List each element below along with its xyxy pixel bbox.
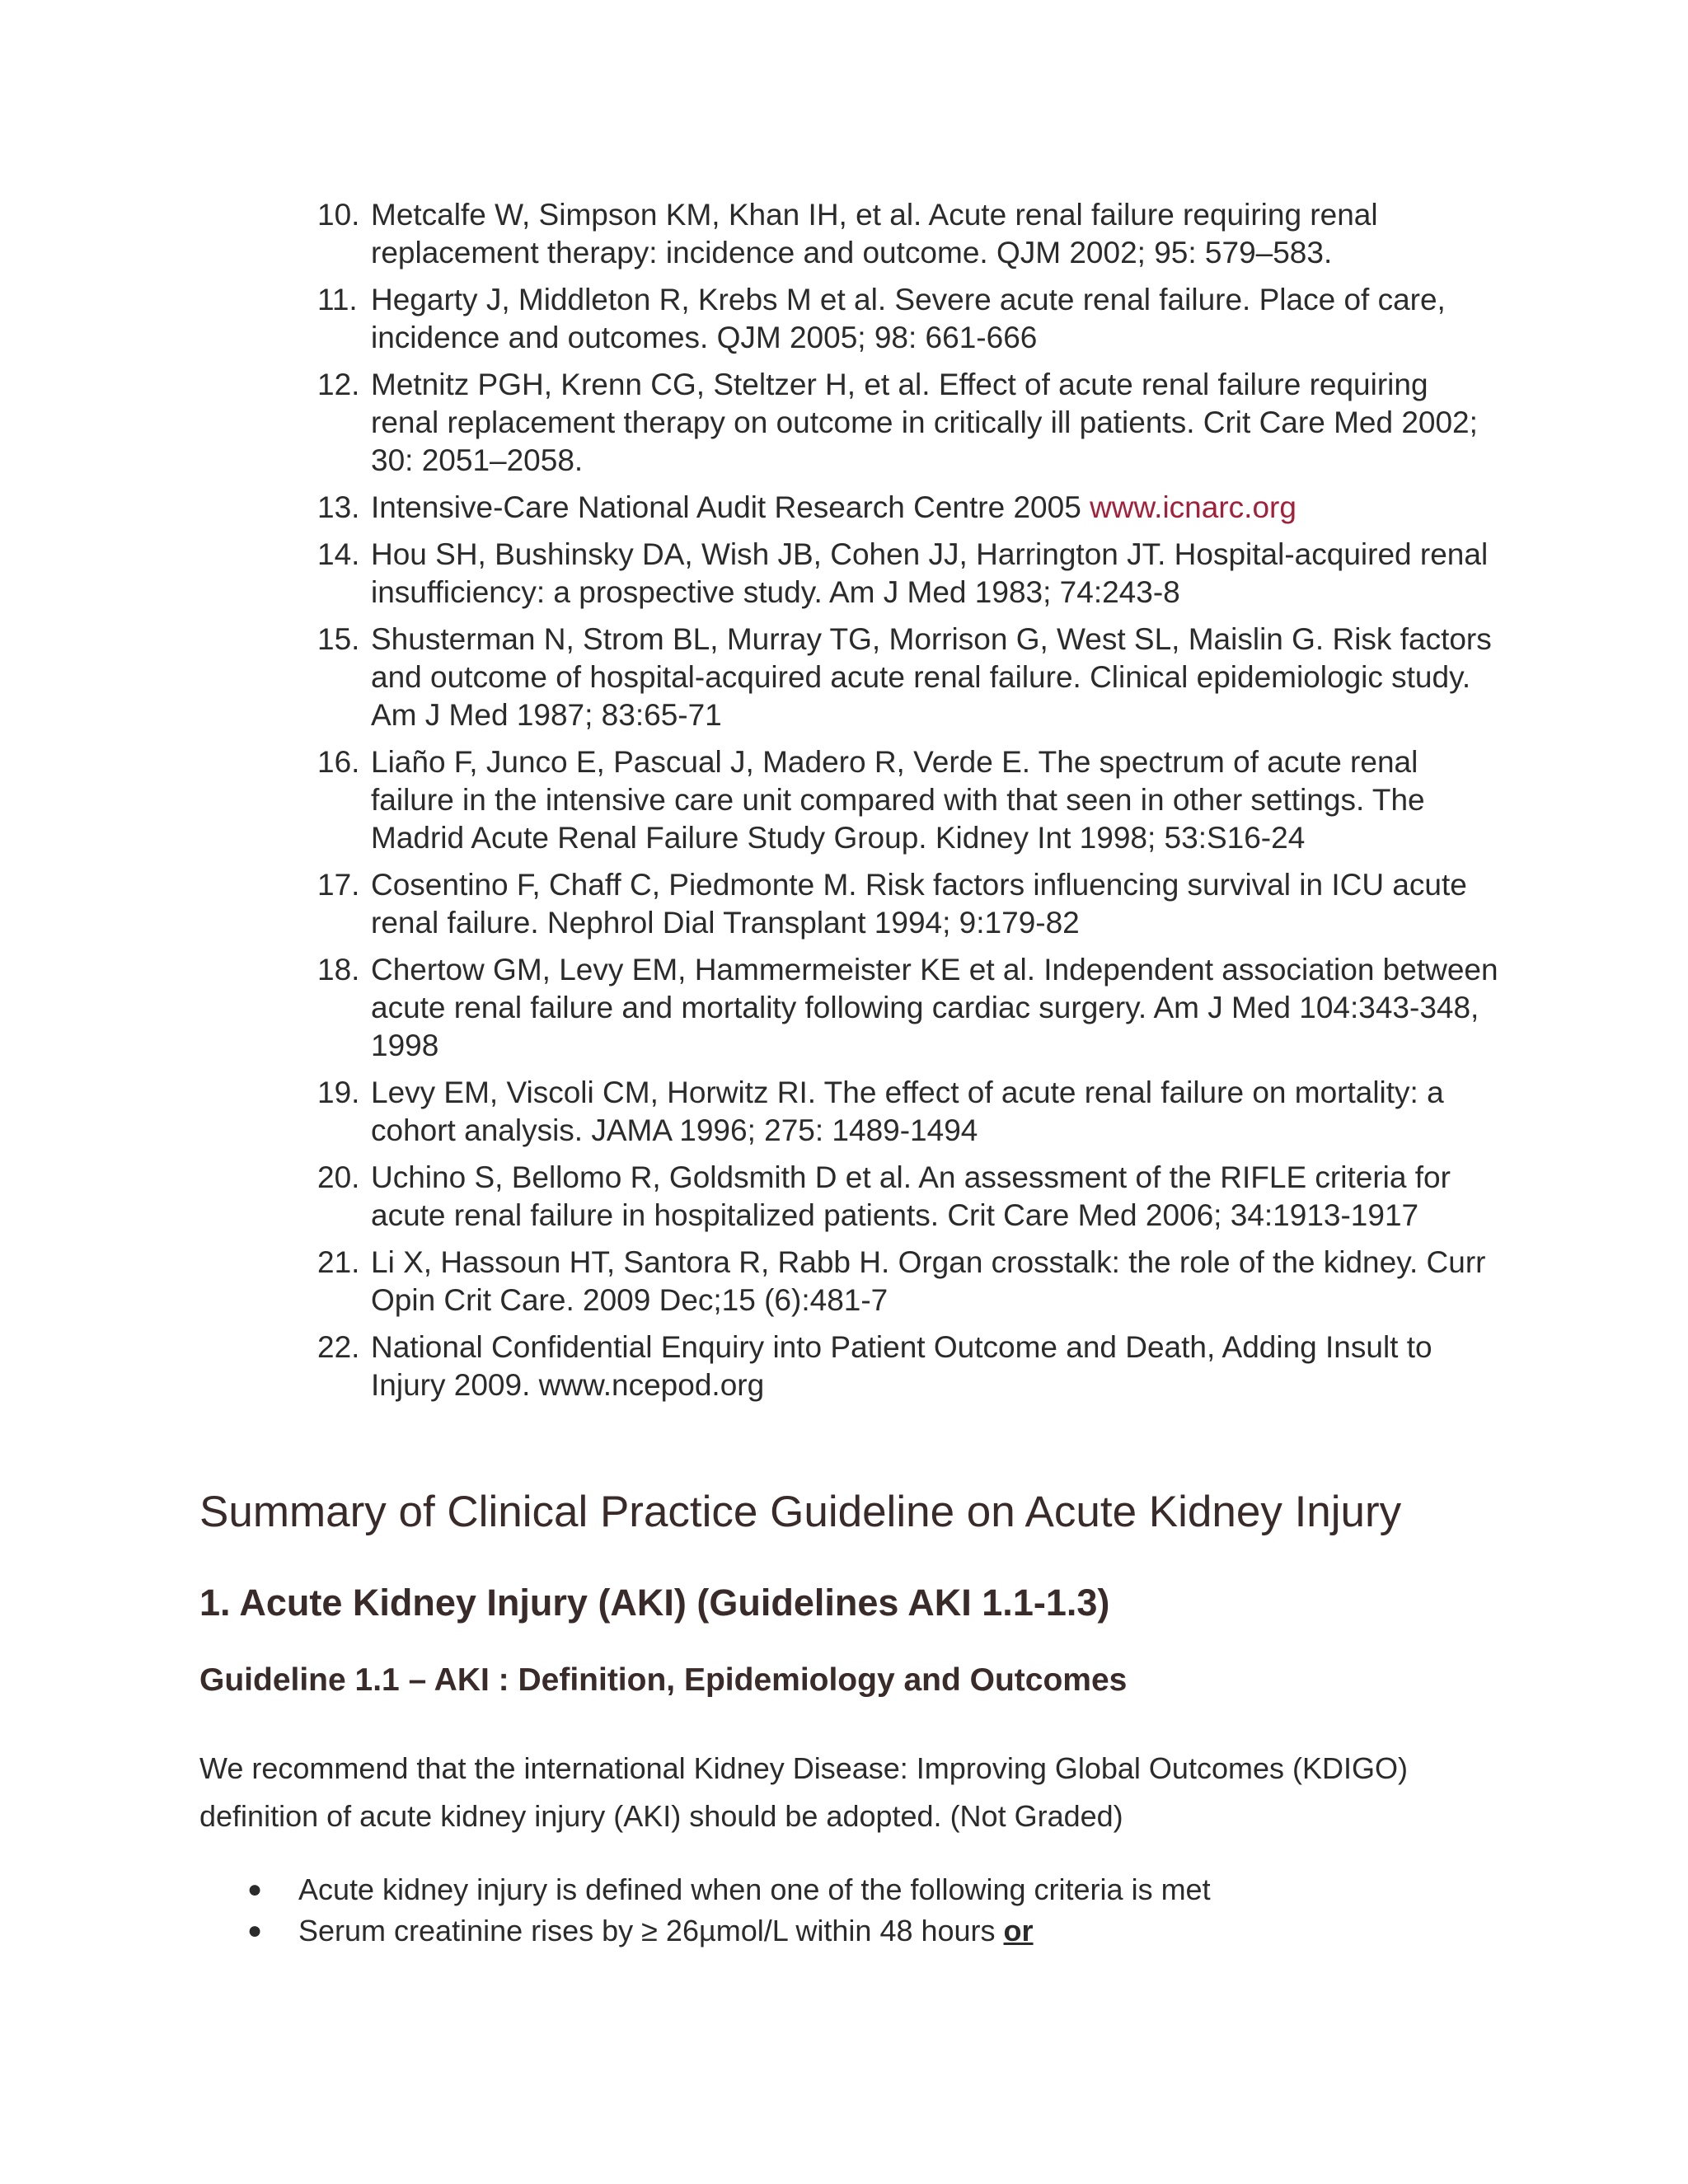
bullet-text xyxy=(298,1869,1211,1910)
list-item xyxy=(247,1910,1211,1952)
reference-item xyxy=(317,866,1504,942)
icnarc-link[interactable]: www.icnarc.org xyxy=(1090,490,1296,524)
reference-number: 22. xyxy=(317,1330,360,1364)
reference-number: 18. xyxy=(317,953,360,987)
guideline-title: Guideline 1.1 – AKI : Definition, Epidemiology and Outcomes xyxy=(199,1662,1128,1698)
reference-number: 12. xyxy=(317,368,360,401)
bullet-icon: ● xyxy=(247,1917,263,1944)
reference-text: Hou SH, Bushinsky DA, Wish JB, Cohen JJ, Harrington JT. Hospital-acquired renal insufficiency: a prospective study. Am J Med 1983; 74:243-8 xyxy=(371,537,1489,609)
reference-number: 15. xyxy=(317,622,360,656)
summary-title: Summary of Clinical Practice Guideline on Acute Kidney Injury xyxy=(199,1488,1402,1536)
reference-item xyxy=(317,1159,1504,1235)
bullet-text xyxy=(298,1910,1034,1952)
reference-number: 17. xyxy=(317,868,360,902)
reference-text-body: Intensive-Care National Audit Research Centre 2005 xyxy=(371,490,1090,524)
reference-text: Hegarty J, Middleton R, Krebs M et al. Severe acute renal failure. Place of care, incidence and outcomes. QJM 2005; 98: 661-666 xyxy=(371,283,1446,354)
reference-item xyxy=(317,536,1504,612)
reference-text: Uchino S, Bellomo R, Goldsmith D et al. An assessment of the RIFLE criteria for acute renal failure in hospitalized patients. Crit Care Med 2006; 34:1913-1917 xyxy=(371,1160,1451,1232)
reference-number: 10. xyxy=(317,198,360,232)
reference-text: Levy EM, Viscoli CM, Horwitz RI. The effect of acute renal failure on mortality: a cohort analysis. JAMA 1996; 275: 1489-1494 xyxy=(371,1076,1444,1147)
recommendation-paragraph: We recommend that the international Kidney Disease: Improving Global Outcomes (KDIGO) definition of acute kidney injury (AKI) should be adopted. (Not Graded) xyxy=(199,1751,1408,1833)
reference-item xyxy=(317,366,1504,480)
reference-number: 13. xyxy=(317,490,360,524)
reference-item xyxy=(317,621,1504,734)
reference-number: 14. xyxy=(317,537,360,571)
reference-text: National Confidential Enquiry into Patient Outcome and Death, Adding Insult to Injury 2009. www.ncepod.org xyxy=(371,1330,1432,1402)
bullet-text-body: Serum creatinine rises by ≥ 26µmol/L within 48 hours xyxy=(298,1914,1004,1947)
reference-number: 20. xyxy=(317,1160,360,1194)
bullet-suffix: or xyxy=(1003,1914,1034,1947)
reference-number: 11. xyxy=(317,283,358,316)
reference-item xyxy=(317,196,1504,272)
reference-item xyxy=(317,743,1504,857)
reference-item xyxy=(317,281,1504,357)
reference-text xyxy=(371,489,1504,527)
reference-list xyxy=(317,196,1504,1413)
list-item xyxy=(247,1869,1211,1910)
section-title: 1. Acute Kidney Injury (AKI) (Guidelines AKI 1.1-1.3) xyxy=(199,1582,1110,1624)
reference-text: Metnitz PGH, Krenn CG, Steltzer H, et al. Effect of acute renal failure requiring renal replacement therapy on outcome in critically ill patients. Crit Care Med 2002; 30: 2051–2058. xyxy=(371,368,1478,477)
reference-item xyxy=(317,951,1504,1065)
bullet-icon: ● xyxy=(247,1876,263,1903)
reference-item xyxy=(317,489,1504,527)
reference-text: Metcalfe W, Simpson KM, Khan IH, et al. Acute renal failure requiring renal replacement therapy: incidence and outcome. QJM 2002; 95: 579–583. xyxy=(371,198,1378,269)
reference-item xyxy=(317,1329,1504,1404)
bullet-text-body: Acute kidney injury is defined when one of the following criteria is met xyxy=(298,1872,1211,1906)
reference-number: 16. xyxy=(317,745,360,779)
criteria-list xyxy=(247,1869,1211,1952)
reference-text: Cosentino F, Chaff C, Piedmonte M. Risk factors influencing survival in ICU acute renal failure. Nephrol Dial Transplant 1994; 9:179-82 xyxy=(371,868,1467,940)
reference-text: Liaño F, Junco E, Pascual J, Madero R, Verde E. The spectrum of acute renal failure in the intensive care unit compared with that seen in other settings. The Madrid Acute Renal Failure Study Group. Kidney Int 1998; 53:S16-24 xyxy=(371,745,1425,855)
reference-number: 19. xyxy=(317,1076,360,1109)
reference-text: Li X, Hassoun HT, Santora R, Rabb H. Organ crosstalk: the role of the kidney. Curr Opin Crit Care. 2009 Dec;15 (6):481-7 xyxy=(371,1245,1486,1317)
reference-number: 21. xyxy=(317,1245,360,1279)
reference-item xyxy=(317,1244,1504,1319)
reference-text: Chertow GM, Levy EM, Hammermeister KE et al. Independent association between acute renal failure and mortality following cardiac surgery. Am J Med 104:343-348, 1998 xyxy=(371,953,1498,1062)
reference-item xyxy=(317,1074,1504,1150)
reference-text: Shusterman N, Strom BL, Murray TG, Morrison G, West SL, Maislin G. Risk factors and outcome of hospital-acquired acute renal failure. Clinical epidemiologic study. Am J Med 1987; 83:65-71 xyxy=(371,622,1492,732)
